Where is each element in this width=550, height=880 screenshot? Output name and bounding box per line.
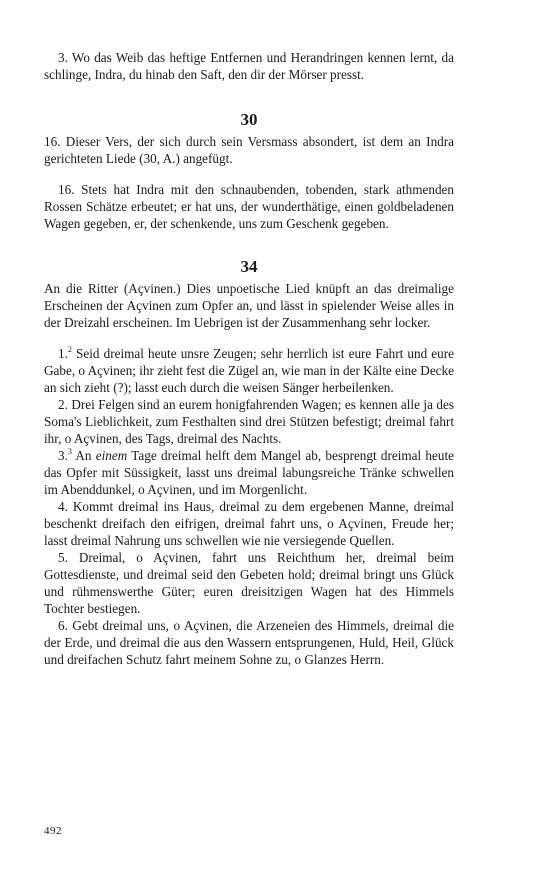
verse-3-text: Tage dreimal helft dem Mangel ab, besprengt dreimal heute das Opfer mit Süssigkeit, lasst uns dreimal labungsreiche Tränke schwellen im Abenddunkel, o Açvinen, und im Morgenlicht. [44, 448, 454, 497]
section-heading-34: 34 [240, 257, 258, 276]
verse-1-number: 1. [58, 346, 68, 361]
footnote-marker-2: 2 [67, 345, 72, 354]
verse-6: 6. Gebt dreimal uns, o Açvinen, die Arzeneien des Himmels, dreimal die der Erde, und dreimal die aus den Wassern entsprungenen, Huld, Heil, Glück und dreifachen Schutz fahrt meinem Sohne zu, o Glanzes Herrn. [44, 618, 454, 667]
section-heading-30: 30 [240, 110, 258, 129]
section-30 [44, 109, 454, 232]
verse-3-number: 3. [58, 448, 68, 463]
verse-1-text: Seid dreimal heute unsre Zeugen; sehr herrlich ist eure Fahrt und eure Gabe, o Açvinen; ihr zieht fest die Zügel an, wie man in der Kälte eine Decke an sich zieht (?); lasst euch durch die weisen Sänger herbeilenken. [44, 346, 454, 395]
section-30-verse-16: 16. Stets hat Indra mit den schnaubenden, tobenden, stark athmenden Rossen Schätze erbeutet; er hat uns, der wunderthätige, einen goldbeladenen Wagen gegeben, er, der schenkende, uns zum Geschenk gegeben. [44, 182, 454, 231]
verse-5: 5. Dreimal, o Açvinen, fahrt uns Reichthum her, dreimal beim Gottesdienste, und dreimal seid den Gebeten hold; dreimal bringt uns Glück und rühmenswerthe Güter; euren dreisitzigen Wagen hat des Himmels Tochter bestiegen. [44, 550, 454, 616]
section-34 [44, 256, 454, 668]
section-30-intro: 16. Dieser Vers, der sich durch sein Versmass absondert, ist dem an Indra gerichteten Liede (30, A.) angefügt. [44, 134, 454, 166]
page-number: 492 [44, 825, 62, 837]
verse-3-emphasis: einem [95, 448, 128, 463]
verse-4: 4. Kommt dreimal ins Haus, dreimal zu dem ergebenen Manne, dreimal beschenkt dreifach den eifrigen, dreimal fahrt uns, o Açvinen, Freude her; lasst dreimal Nahrung uns schwellen wie nie versiegende Quellen. [44, 499, 454, 548]
section-34-intro: An die Ritter (Açvinen.) Dies unpoetische Lied knüpft an das dreimalige Erscheinen der Açvinen zum Opfer an, und lässt in spielender Weise alles in der Dreizahl erscheinen. Im Uebrigen ist der Zusammenhang sehr locker. [44, 281, 454, 330]
verse-3 [44, 447, 454, 498]
verse-3-continued: 3. Wo das Weib das heftige Entfernen und Herandringen kennen lernt, da schlinge, Indra, du hinab den Saft, den dir der Mörser presst. [44, 50, 454, 82]
text-column [44, 49, 454, 668]
footnote-marker-3: 3 [67, 447, 72, 456]
verse-1 [44, 345, 454, 396]
verse-3-lead: An [71, 448, 96, 463]
verse-2: 2. Drei Felgen sind an eurem honigfahrenden Wagen; es kennen alle ja des Soma's Lieblichkeit, zum Festhalten sind drei Stützen befestigt; dreimal fahrt ihr, o Açvinen, des Tags, dreimal des Nachts. [44, 397, 454, 446]
